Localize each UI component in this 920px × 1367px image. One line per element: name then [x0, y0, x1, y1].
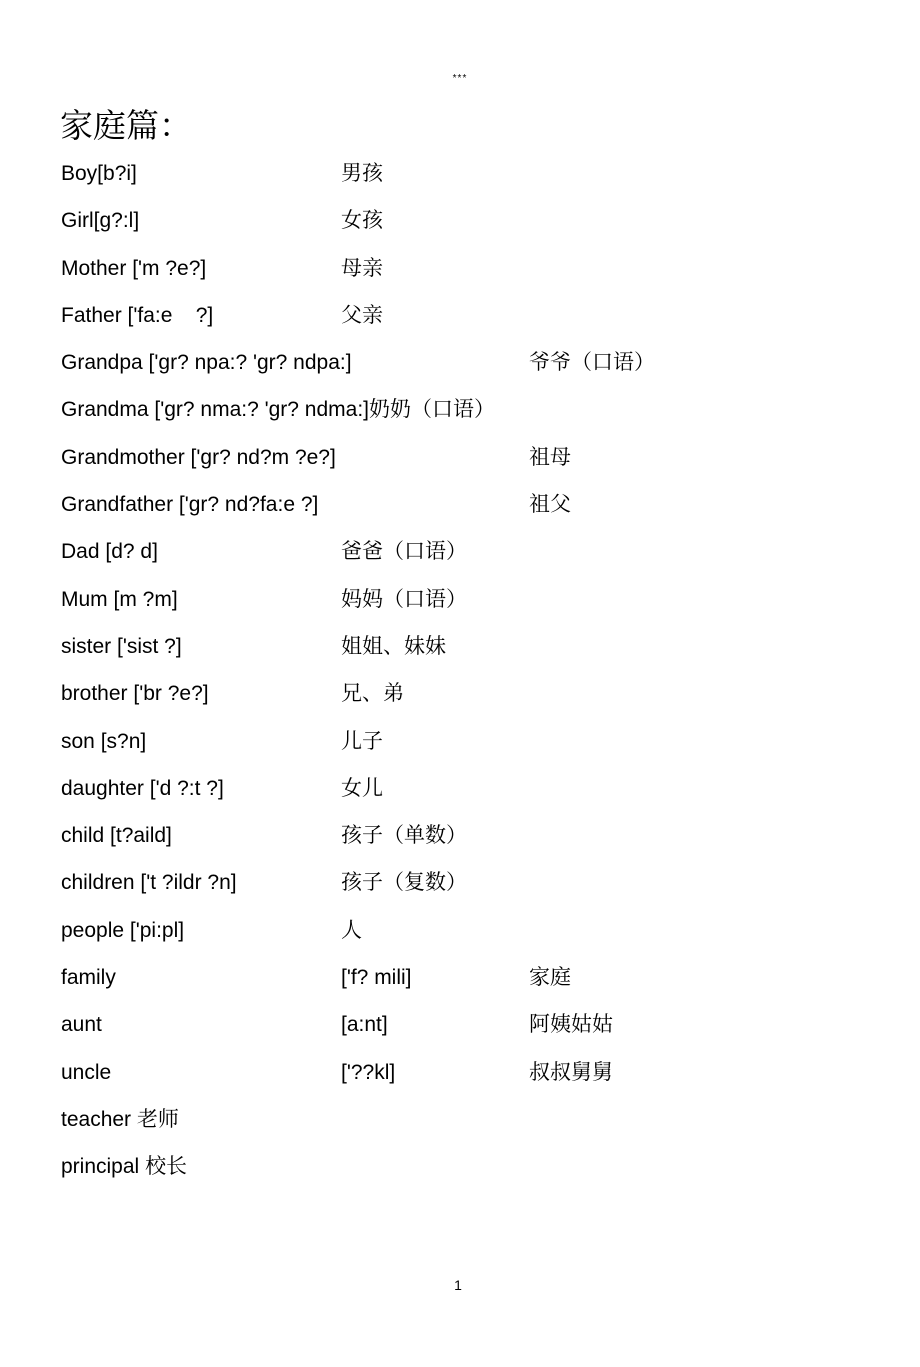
- translation: 儿子: [341, 728, 383, 753]
- english-word: child [t?aild]: [61, 824, 172, 848]
- translation: 叔叔舅舅: [529, 1059, 613, 1084]
- translation: 老师: [136, 1106, 179, 1131]
- vocab-row: [61, 907, 881, 954]
- vocab-row: [61, 150, 881, 197]
- english-word: Grandfather ['gr? nd?fa:e ?]: [61, 493, 319, 517]
- translation: 妈妈（口语）: [341, 586, 467, 611]
- english-word: principal: [61, 1155, 140, 1179]
- english-word: Grandma ['gr? nma:? 'gr? ndma:]: [61, 398, 369, 422]
- vocab-row: [61, 339, 881, 386]
- english-word: Grandmother ['gr? nd?m ?e?]: [61, 445, 336, 469]
- vocab-row: [61, 292, 881, 339]
- vocab-row: [61, 576, 881, 623]
- translation: 母亲: [341, 255, 383, 280]
- translation: 祖父: [529, 492, 571, 517]
- vocab-row: [61, 197, 881, 244]
- translation: 人: [341, 917, 362, 942]
- english-word-with-translation: [61, 386, 495, 433]
- english-word: son [s?n]: [61, 729, 147, 753]
- section-heading: 家庭篇：: [60, 106, 192, 145]
- vocab-row: [61, 245, 881, 292]
- english-word: Mother ['m ?e?]: [61, 256, 207, 280]
- translation: 奶奶（口语）: [369, 397, 495, 422]
- english-word: brother ['br ?e?]: [61, 682, 209, 706]
- vocabulary-list: [61, 150, 881, 1191]
- translation: 阿姨姑姑: [529, 1012, 613, 1037]
- english-word: family: [61, 966, 116, 990]
- translation: 男孩: [341, 161, 383, 185]
- english-word-with-translation: [61, 1096, 179, 1143]
- vocab-row: [61, 1001, 881, 1048]
- vocab-row: [61, 1143, 881, 1190]
- header-mark: ***: [452, 73, 468, 84]
- english-word: daughter ['d ?:t ?]: [61, 776, 224, 800]
- english-word: Girl[g?:l]: [61, 209, 140, 233]
- english-word: Boy[b?i]: [61, 162, 137, 185]
- vocab-row: [61, 718, 881, 765]
- translation: 姐姐、妹妹: [341, 633, 446, 658]
- vocab-row: [61, 765, 881, 812]
- phonetic: [a:nt]: [341, 1013, 388, 1037]
- vocab-row: [61, 859, 881, 906]
- vocab-row: [61, 386, 881, 433]
- english-word: people ['pi:pl]: [61, 918, 185, 942]
- translation: 孩子（单数）: [341, 823, 467, 848]
- phonetic: ['f? mili]: [341, 966, 412, 990]
- vocab-row: [61, 481, 881, 528]
- vocab-row: [61, 434, 881, 481]
- vocab-row: [61, 812, 881, 859]
- vocab-row: [61, 670, 881, 717]
- vocab-row: [61, 954, 881, 1001]
- translation: 兄、弟: [341, 681, 404, 706]
- translation: 祖母: [529, 444, 571, 469]
- translation: 爸爸（口语）: [341, 539, 467, 564]
- translation: 孩子（复数）: [341, 870, 467, 895]
- translation: 父亲: [341, 302, 383, 327]
- vocab-row: [61, 1049, 881, 1096]
- translation: 爷爷（口语）: [529, 350, 655, 375]
- translation: 校长: [145, 1154, 188, 1179]
- translation: 女孩: [341, 208, 383, 233]
- english-word: Grandpa ['gr? npa:? 'gr? ndpa:]: [61, 351, 352, 375]
- vocab-row: [61, 1096, 881, 1143]
- phonetic: ['??kl]: [341, 1060, 396, 1084]
- english-word: teacher: [61, 1107, 132, 1131]
- english-word: aunt: [61, 1013, 102, 1037]
- english-word-with-translation: [61, 1143, 187, 1190]
- english-word: children ['t ?ildr ?n]: [61, 871, 237, 895]
- english-word: uncle: [61, 1060, 112, 1084]
- english-word: Mum [m ?m]: [61, 587, 178, 611]
- english-word: sister ['sist ?]: [61, 634, 182, 658]
- page-number: 1: [454, 1277, 462, 1293]
- english-word: Dad [d? d]: [61, 540, 158, 564]
- translation: 家庭: [529, 965, 571, 990]
- vocab-row: [61, 528, 881, 575]
- english-word: Father ['fa:e ?]: [61, 303, 214, 327]
- translation: 女儿: [341, 775, 383, 800]
- vocab-row: [61, 623, 881, 670]
